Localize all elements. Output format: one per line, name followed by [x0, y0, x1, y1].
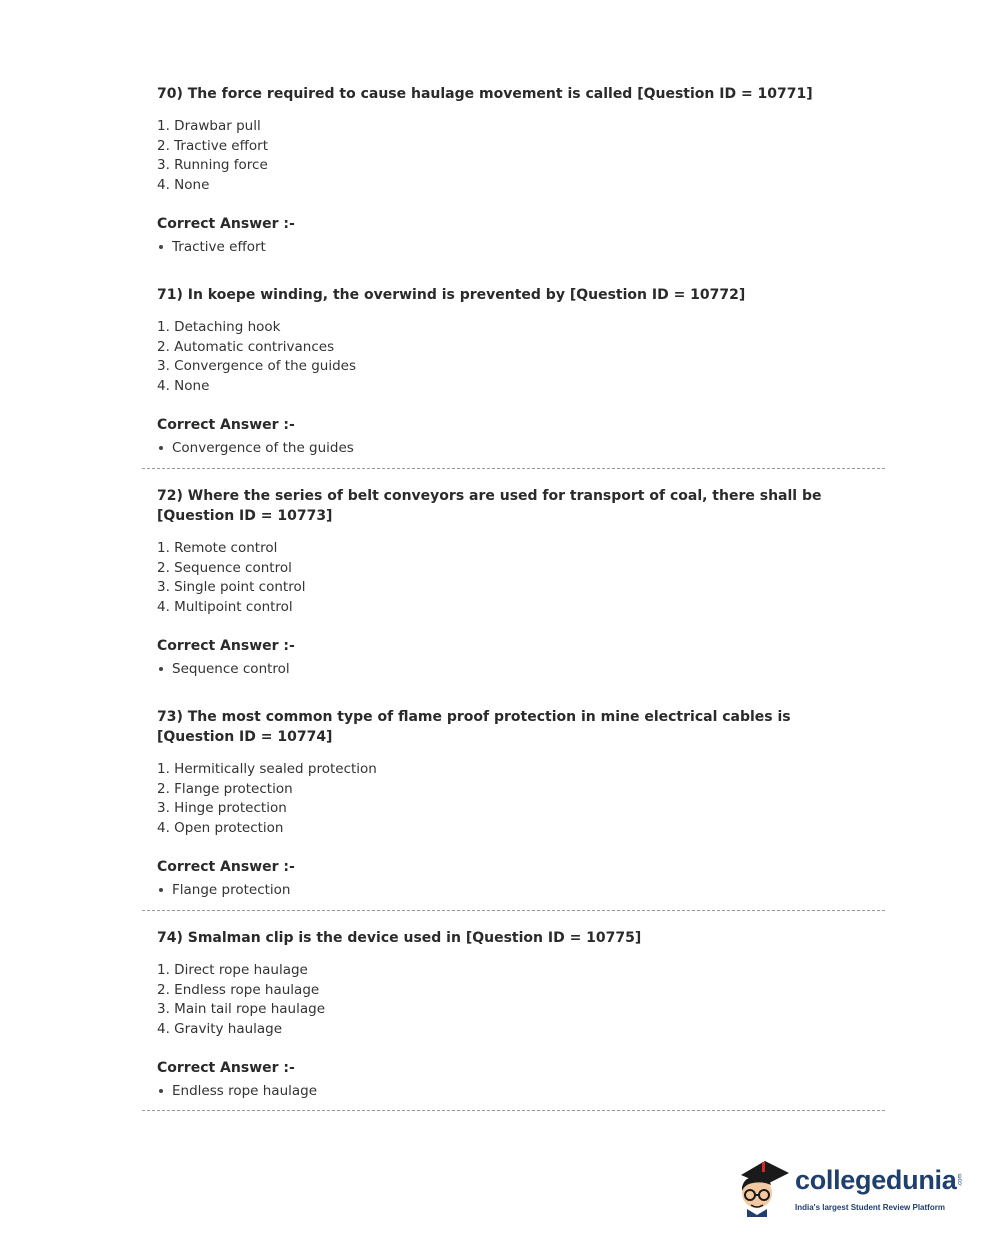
question-block-74 [157, 928, 872, 1101]
question-title: 71) In koepe winding, the overwind is prevented by [Question ID = 10772] [157, 287, 746, 303]
question-title: 70) The force required to cause haulage movement is called [Question ID = 10771] [157, 86, 813, 102]
correct-answer [157, 1081, 872, 1101]
mascot-icon [733, 1153, 793, 1223]
correct-answer-label: Correct Answer :- [157, 638, 295, 654]
collegedunia-logo [733, 1153, 963, 1225]
correct-answer-text: Sequence control [172, 661, 290, 677]
correct-answer-label: Correct Answer :- [157, 216, 295, 232]
option-item: 1. Detaching hook [157, 319, 281, 335]
question-block-72 [157, 486, 872, 679]
option-item: 1. Hermitically sealed protection [157, 761, 377, 777]
correct-answer-text: Convergence of the guides [172, 440, 354, 456]
correct-answer [157, 237, 872, 257]
logo-dotcom: .com [957, 1173, 964, 1187]
options-list [157, 117, 872, 195]
option-item: 4. None [157, 176, 210, 193]
option-item: 2. Automatic contrivances [157, 338, 335, 355]
option-item: 2. Endless rope haulage [157, 981, 320, 998]
option-item: 4. Open protection [157, 819, 284, 836]
option-item: 2. Sequence control [157, 559, 292, 576]
option-item: 4. Gravity haulage [157, 1020, 283, 1037]
question-title: 73) The most common type of flame proof protection in mine electrical cables is [Question ID = 10774] [157, 709, 791, 745]
bullet-icon [159, 446, 163, 450]
option-item: 3. Main tail rope haulage [157, 1001, 326, 1017]
correct-answer [157, 880, 872, 900]
correct-answer-text: Tractive effort [172, 239, 266, 255]
option-item: 2. Tractive effort [157, 137, 269, 154]
logo-tagline: India's largest Student Review Platform [795, 1203, 945, 1212]
options-list [157, 318, 872, 396]
bullet-icon [159, 1089, 163, 1093]
question-title: 74) Smalman clip is the device used in [Question ID = 10775] [157, 930, 642, 946]
options-list [157, 961, 872, 1039]
section-divider [142, 910, 885, 911]
bullet-icon [159, 888, 163, 892]
option-item: 3. Running force [157, 157, 268, 173]
section-divider [142, 468, 885, 469]
option-item: 4. None [157, 377, 210, 394]
question-block-73 [157, 707, 872, 900]
correct-answer-label: Correct Answer :- [157, 417, 295, 433]
correct-answer-label: Correct Answer :- [157, 1060, 295, 1076]
correct-answer-label: Correct Answer :- [157, 859, 295, 875]
question-title: 72) Where the series of belt conveyors are used for transport of coal, there shall be [Question ID = 10773] [157, 488, 822, 524]
option-item: 4. Multipoint control [157, 598, 293, 615]
bullet-icon [159, 667, 163, 671]
correct-answer-text: Flange protection [172, 882, 291, 898]
logo-wordmark: collegedunia [795, 1165, 957, 1195]
options-list [157, 760, 872, 838]
option-item: 1. Remote control [157, 540, 278, 556]
option-item: 3. Convergence of the guides [157, 358, 357, 374]
option-item: 3. Single point control [157, 579, 306, 595]
correct-answer [157, 659, 872, 679]
bullet-icon [159, 245, 163, 249]
correct-answer [157, 438, 872, 458]
option-item: 1. Direct rope haulage [157, 962, 308, 978]
option-item: 3. Hinge protection [157, 800, 287, 816]
question-block-71 [157, 285, 872, 458]
section-divider [142, 1110, 885, 1111]
correct-answer-text: Endless rope haulage [172, 1083, 318, 1099]
option-item: 2. Flange protection [157, 780, 293, 797]
question-block-70 [157, 84, 872, 257]
options-list [157, 539, 872, 617]
option-item: 1. Drawbar pull [157, 118, 261, 134]
